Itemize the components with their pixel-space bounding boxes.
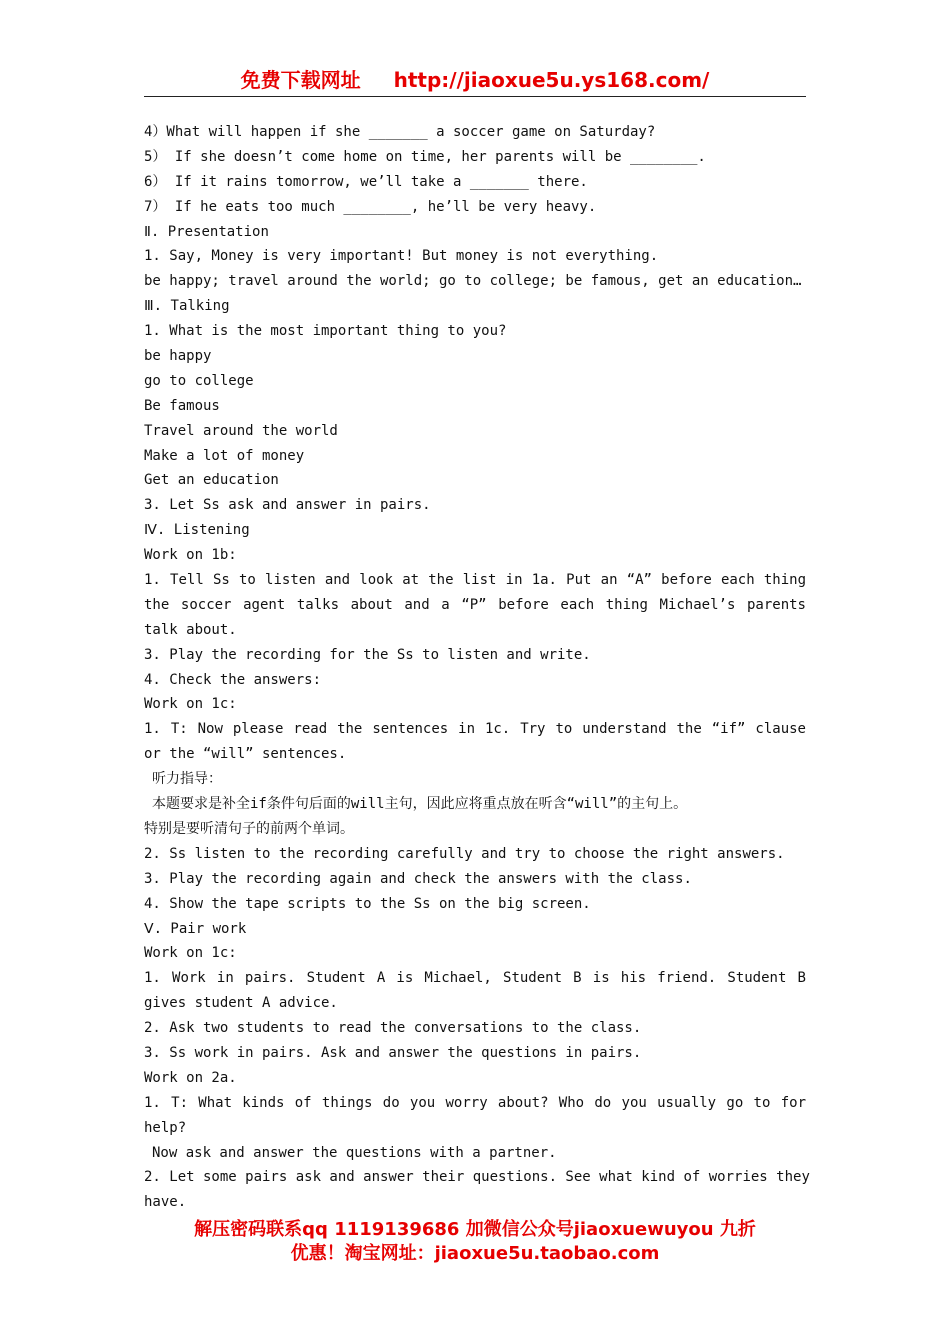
text-line: 4）What will happen if she _______ a soccer game on Saturday? <box>144 124 656 140</box>
text-line: 2. Ss listen to the recording carefully and try to choose the right answers. <box>144 845 785 862</box>
text-line: 特别是要听清句子的前两个单词。 <box>144 820 354 837</box>
text-line: 1. What is the most important thing to you? <box>144 323 507 340</box>
text-line: 7） If he eats too much ________, he’ll be very heavy. <box>144 198 597 215</box>
text-line: Ⅴ. Pair work <box>144 920 247 937</box>
text-line: go to college <box>144 372 254 389</box>
text-line: 3. Ss work in pairs. Ask and answer the questions in pairs. <box>144 1044 642 1061</box>
text-line: 1. Say, Money is very important! But money is not everything. <box>144 248 659 265</box>
text-line: the soccer agent talks about and a “P” before each thing Michael’s parents <box>144 596 806 613</box>
text-line: help? <box>144 1119 187 1136</box>
text-line: talk about. <box>144 621 237 638</box>
page-footer <box>0 1218 950 1266</box>
text-line: 1. Tell Ss to listen and look at the list in 1a. Put an “A” before each thing <box>144 572 806 589</box>
text-line: 5） If she doesn’t come home on time, her parents will be ________. <box>144 148 706 165</box>
text-line: Ⅳ. Listening <box>144 522 250 539</box>
text-line: 3. Play the recording again and check the answers with the class. <box>144 870 692 887</box>
text-line: 4. Check the answers: <box>144 671 322 688</box>
text-line: 听力指导： <box>152 771 222 788</box>
text-line: 本题要求是补全if条件句后面的will主句，因此应将重点放在听含“will”的主句上。 <box>152 796 688 813</box>
text-line: have. <box>144 1194 187 1211</box>
text-line: Work on 1b: <box>144 547 237 564</box>
text-line: Ⅱ. Presentation <box>144 223 269 240</box>
text-line: 3. Let Ss ask and answer in pairs. <box>144 497 431 514</box>
text-line: 2. Ask two students to read the conversations to the class. <box>144 1020 642 1037</box>
text-line: 1. T: What kinds of things do you worry about? Who do you usually go to for <box>144 1094 806 1111</box>
text-line: 6） If it rains tomorrow, we’ll take a _______ there. <box>144 173 588 190</box>
footer-line-2: 优惠！淘宝网址：jiaoxue5u.taobao.com <box>290 1243 660 1264</box>
text-line: 1. Work in pairs. Student A is Michael, Student B is his friend. Student B <box>144 970 806 987</box>
text-line: 1. T: Now please read the sentences in 1c. Try to understand the “if” clause <box>144 721 806 738</box>
text-line: be happy; travel around the world; go to college; be famous, get an education… <box>144 273 802 290</box>
text-line: Work on 1c: <box>144 945 237 962</box>
text-line: Ⅲ. Talking <box>144 298 230 315</box>
text-line: Work on 2a. <box>144 1069 237 1086</box>
text-line: Work on 1c: <box>144 696 237 713</box>
text-line: Travel around the world <box>144 422 338 439</box>
header-site-name: 免费下载网址 <box>240 68 361 92</box>
text-line: Make a lot of money <box>144 447 305 464</box>
footer-line-1: 解压密码联系qq 1119139686 加微信公众号jiaoxuewuyou 九折 <box>194 1219 756 1240</box>
text-line: Be famous <box>144 397 220 414</box>
text-line: 2. Let some pairs ask and answer their questions. See what kind of worries they <box>144 1169 810 1186</box>
text-line: Now ask and answer the questions with a partner. <box>152 1144 557 1161</box>
text-line: gives student A advice. <box>144 995 338 1012</box>
text-line: or the “will” sentences. <box>144 746 347 763</box>
text-line: 3. Play the recording for the Ss to listen and write. <box>144 646 591 663</box>
text-line: 4. Show the tape scripts to the Ss on the big screen. <box>144 895 591 912</box>
page-header <box>144 66 806 97</box>
header-url-link[interactable]: http://jiaoxue5u.ys168.com/ <box>393 68 710 92</box>
text-line: be happy <box>144 348 212 365</box>
document-body <box>144 120 810 1215</box>
text-line: Get an education <box>144 472 279 489</box>
